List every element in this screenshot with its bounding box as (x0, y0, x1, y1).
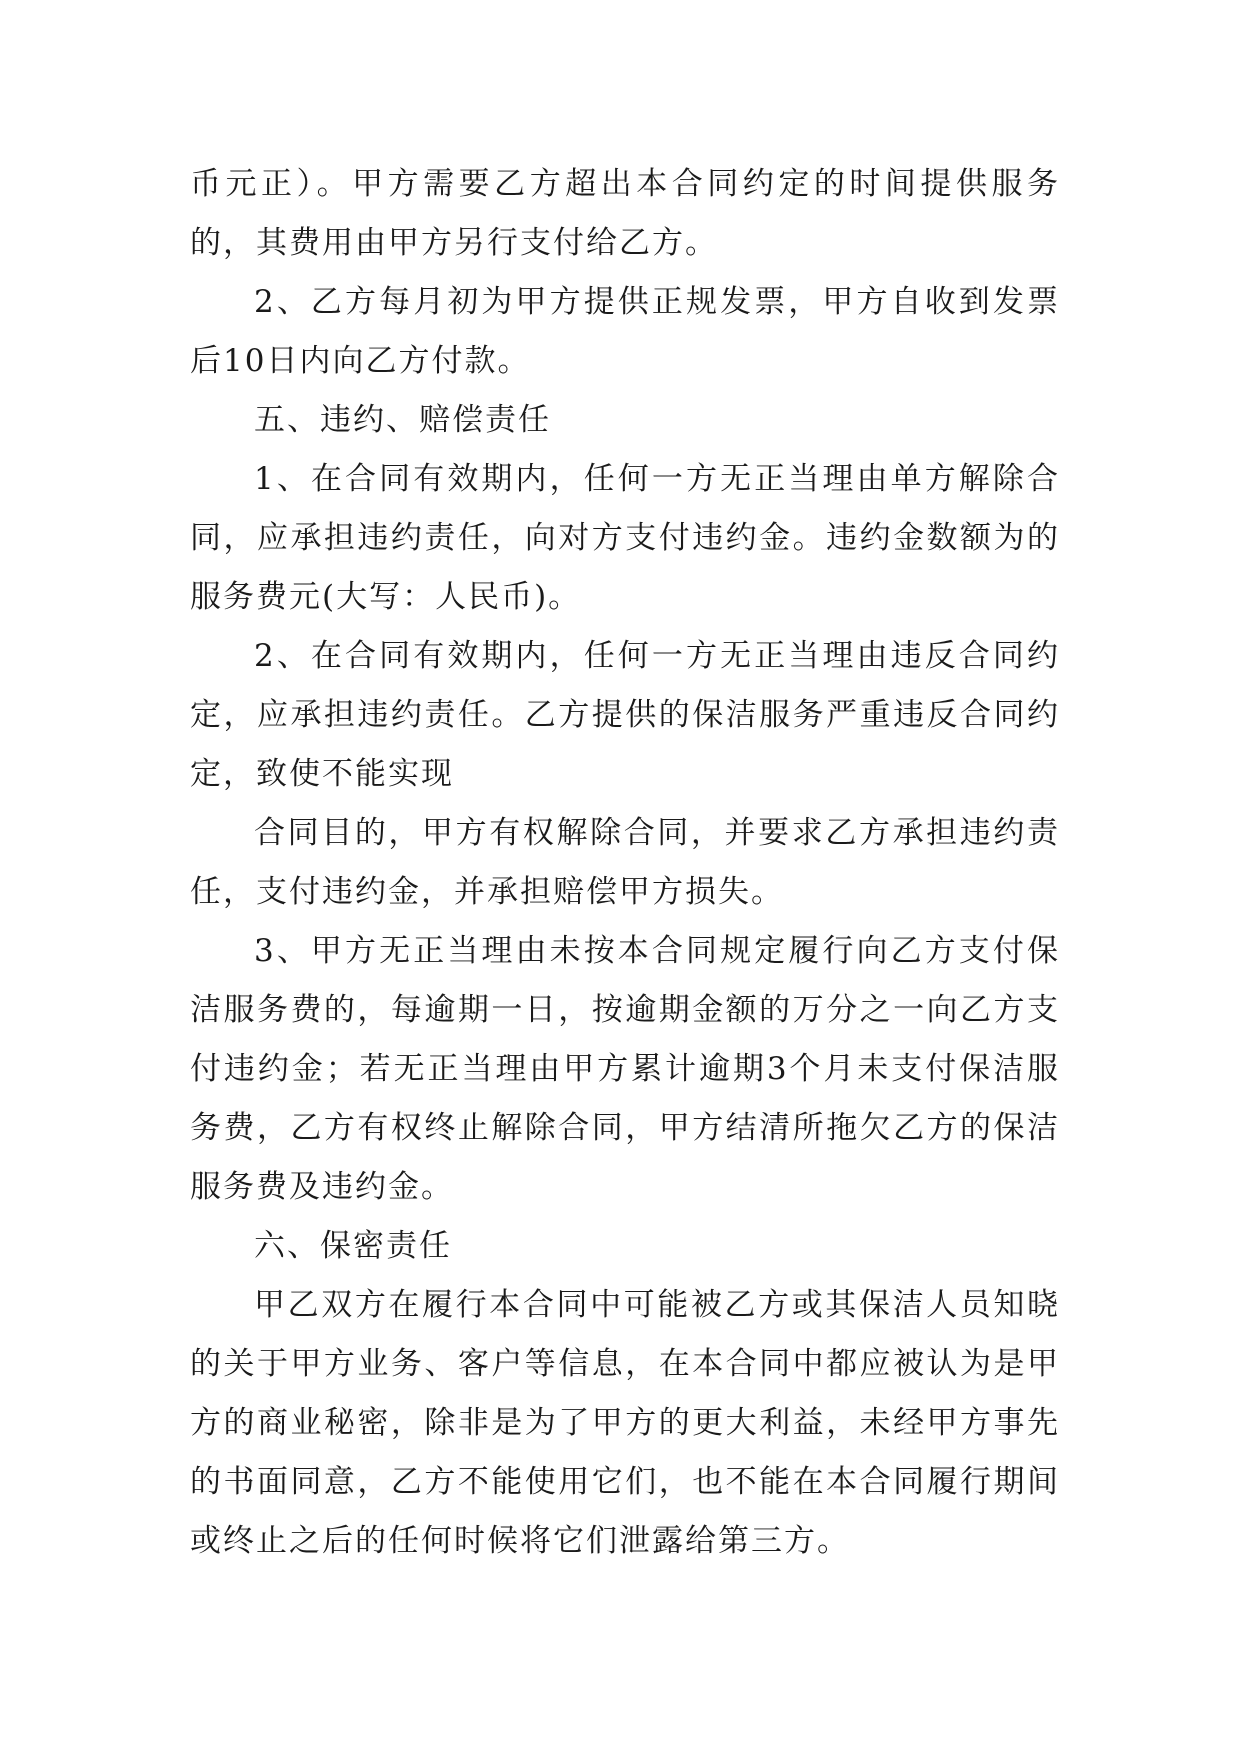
paragraph-fee-continuation: 币元正）。甲方需要乙方超出本合同约定的时间提供服务的，其费用由甲方另行支付给乙方。 (190, 166, 1060, 261)
document-body (190, 155, 1060, 1571)
section-heading-breach-liability: 五、违约、赔偿责任 (254, 402, 551, 438)
paragraph-breach-clause-2: 2、在合同有效期内，任何一方无正当理由违反合同约定，应承担违约责任。乙方提供的保洁服务严重违反合同约定，致使不能实现 (190, 638, 1060, 792)
paragraph-breach-clause-2-continued: 合同目的，甲方有权解除合同，并要求乙方承担违约责任，支付违约金，并承担赔偿甲方损失。 (190, 815, 1060, 910)
paragraph-breach-clause-3: 3、甲方无正当理由未按本合同规定履行向乙方支付保洁服务费的，每逾期一日，按逾期金额的万分之一向乙方支付违约金；若无正当理由甲方累计逾期3个月未支付保洁服务费，乙方有权终止解除合同，甲方结清所拖欠乙方的保洁服务费及违约金。 (190, 933, 1060, 1205)
paragraph-confidentiality: 甲乙双方在履行本合同中可能被乙方或其保洁人员知晓的关于甲方业务、客户等信息，在本合同中都应被认为是甲方的商业秘密，除非是为了甲方的更大利益，未经甲方事先的书面同意，乙方不能使用它们，也不能在本合同履行期间或终止之后的任何时候将它们泄露给第三方。 (190, 1287, 1060, 1559)
section-heading-confidentiality: 六、保密责任 (254, 1228, 452, 1264)
paragraph-invoice-payment: 2、乙方每月初为甲方提供正规发票，甲方自收到发票后10日内向乙方付款。 (190, 284, 1060, 379)
paragraph-breach-clause-1: 1、在合同有效期内，任何一方无正当理由单方解除合同，应承担违约责任，向对方支付违约金。违约金数额为的服务费元(大写：人民币)。 (190, 461, 1060, 615)
